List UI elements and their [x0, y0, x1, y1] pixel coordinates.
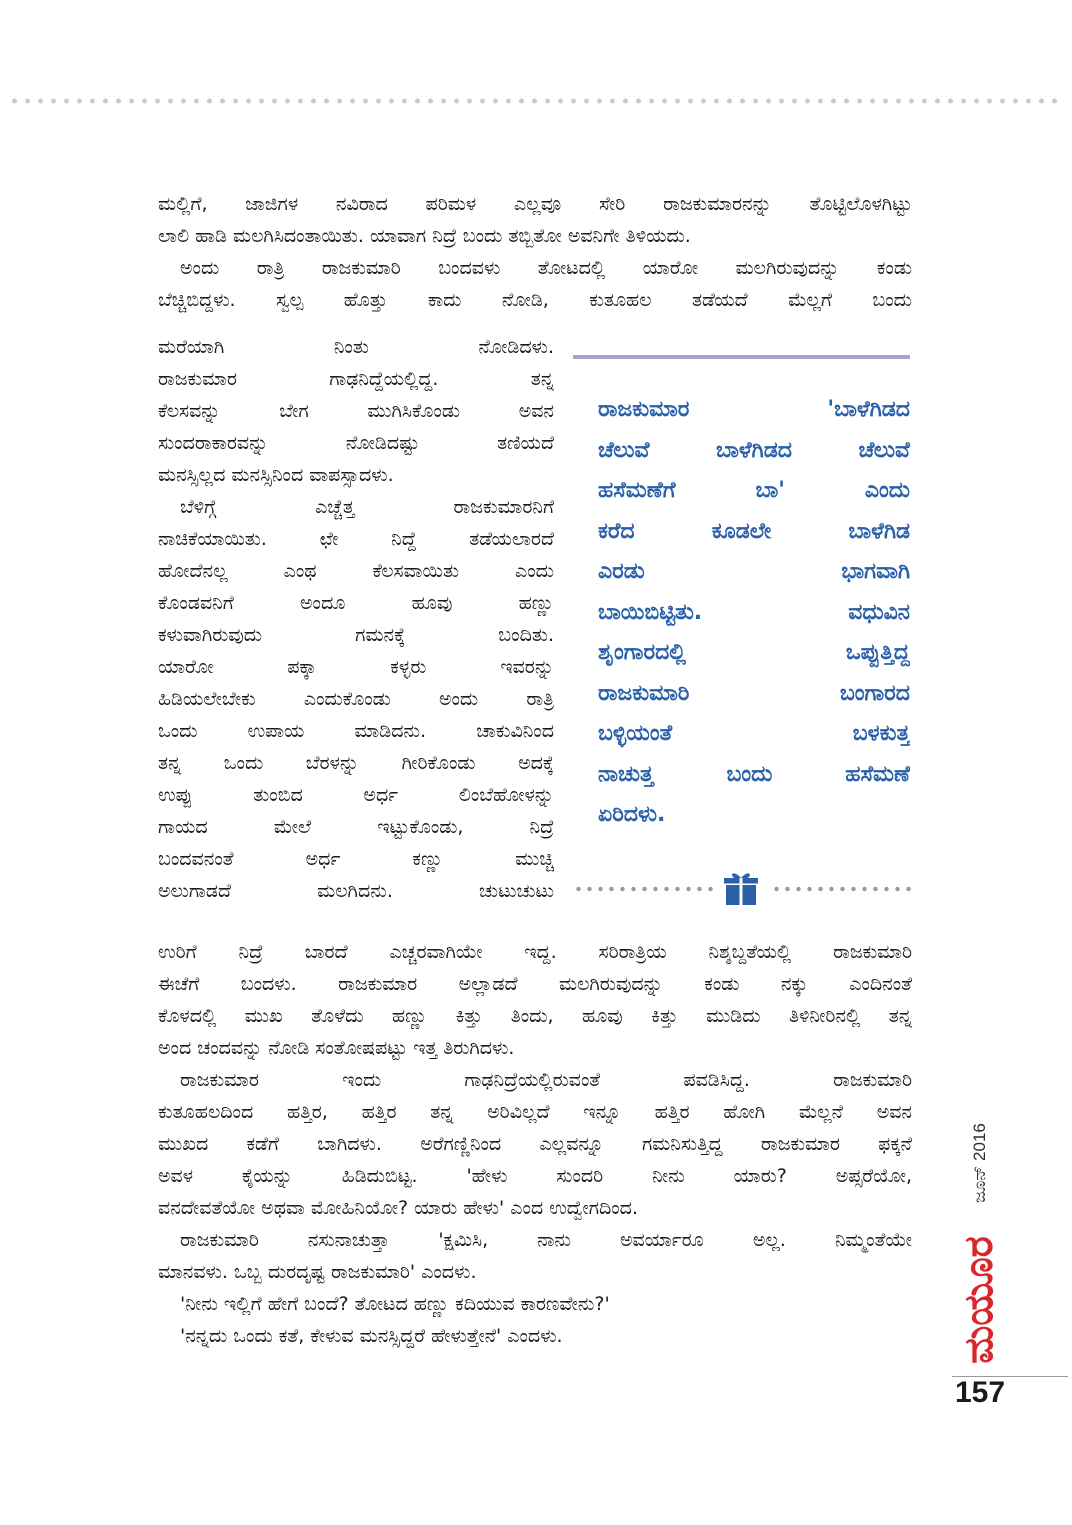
pullquote-line: ಬಳ್ಳಿಯಂತೆ ಬಳಕುತ್ತ	[598, 721, 910, 746]
body-line: ಅವಳ ಕೈಯನ್ನು ಹಿಡಿದುಬಿಟ್ಟ. 'ಹೇಳು ಸುಂದರಿ ನೀನು ಯಾರು? ಅಪ್ಸರೆಯೋ,	[158, 1165, 912, 1187]
body-line: ಬೆಳಿಗ್ಗೆ ಎಚ್ಚೆತ್ತ ರಾಜಕುಮಾರನಿಗೆ	[180, 496, 554, 518]
header-dotted-rule	[8, 98, 1064, 104]
body-line: ಈಚೆಗೆ ಬಂದಳು. ರಾಜಕುಮಾರ ಅಲ್ಲಾಡದೆ ಮಲಗಿರುವುದನ್ನು ಕಂಡು ನಕ್ಕು ಎಂದಿನಂತೆ	[158, 973, 912, 995]
body-line: ಉಪ್ಪು ತುಂಬಿದ ಅರ್ಧ ಲಿಂಬೆಹೋಳನ್ನು	[158, 784, 554, 806]
body-line: 'ನನ್ನದು ಒಂದು ಕತೆ, ಕೇಳುವ ಮನಸ್ಸಿದ್ದರೆ ಹೇಳುತ್ತೇನೆ' ಎಂದಳು.	[180, 1325, 563, 1347]
body-line: ಅಂದ ಚಂದವನ್ನು ನೋಡಿ ಸಂತೋಷಪಟ್ಟು ಇತ್ತ ತಿರುಗಿದಳು.	[158, 1037, 515, 1059]
body-line: ನಾಚಿಕೆಯಾಯಿತು. ಛೇ ನಿದ್ದೆ ತಡೆಯಲಾರದೆ	[158, 528, 554, 550]
body-line: ಉರಿಗೆ ನಿದ್ರೆ ಬಾರದೆ ಎಚ್ಚರವಾಗಿಯೇ ಇದ್ದ. ಸರಿರಾತ್ರಿಯ ನಿಶ್ಶಬ್ದತೆಯಲ್ಲಿ ರಾಜಕುಮಾರಿ	[158, 941, 912, 963]
pullquote-line: ನಾಚುತ್ತ ಬಂದು ಹಸೆಮಣೆ	[598, 761, 910, 787]
body-line: ಕೆಲಸವನ್ನು ಬೇಗ ಮುಗಿಸಿಕೊಂಡು ಅವನ	[158, 400, 554, 422]
body-line: ರಾಜಕುಮಾರ ಇಂದು ಗಾಢನಿದ್ರೆಯಲ್ಲಿರುವಂತೆ ಪವಡಿಸಿದ್ದ. ರಾಜಕುಮಾರಿ	[180, 1069, 912, 1091]
issue-date	[965, 1108, 995, 1218]
body-line: ಹೋದೆನಲ್ಲ ಎಂಥ ಕೆಲಸವಾಯಿತು ಎಂದು	[158, 560, 554, 582]
body-line: ಮನಸ್ಸಿಲ್ಲದ ಮನಸ್ಸಿನಿಂದ ವಾಪಸ್ಸಾದಳು.	[158, 464, 394, 486]
body-line: ಮುಖದ ಕಡೆಗೆ ಬಾಗಿದಳು. ಅರೆಗಣ್ಣಿನಿಂದ ಎಲ್ಲವನ್ನೂ ಗಮನಿಸುತ್ತಿದ್ದ ರಾಜಕುಮಾರ ಫಕ್ಕನೆ	[158, 1133, 912, 1155]
pullquote-line: ಚೆಲುವೆ ಬಾಳೆಗಿಡದ ಚೆಲುವೆ	[598, 437, 910, 463]
pullquote-line: ಶೃಂಗಾರದಲ್ಲಿ ಒಪ್ಪುತ್ತಿದ್ದ	[598, 640, 910, 665]
body-line: ರಾಜಕುಮಾರ ಗಾಢನಿದ್ದೆಯಲ್ಲಿದ್ದ. ತನ್ನ	[158, 368, 554, 390]
body-line: ಬೆಚ್ಚಿಬಿದ್ದಳು. ಸ್ವಲ್ಪ ಹೊತ್ತು ಕಾದು ನೋಡಿ, ಕುತೂಹಲ ತಡೆಯದೆ ಮೆಲ್ಲಗೆ ಬಂದು	[158, 289, 912, 311]
article-left-column	[158, 331, 554, 907]
pullquote-line: ರಾಜಕುಮಾರ 'ಬಾಳೆಗಿಡದ	[598, 397, 910, 422]
issue-date-text: ಜೂನ್ 2016	[970, 1123, 989, 1203]
body-line: ಕುತೂಹಲದಿಂದ ಹತ್ತಿರ, ಹತ್ತಿರ ತನ್ನ ಅರಿವಿಲ್ಲದೆ ಇನ್ನೂ ಹತ್ತಿರ ಹೋಗಿ ಮೆಲ್ಲನೆ ಅವನ	[158, 1101, 912, 1123]
pullquote-line: ಕರೆದ ಕೂಡಲೇ ಬಾಳೆಗಿಡ	[598, 518, 910, 544]
article-top-paragraphs	[158, 188, 912, 316]
magazine-logo-text: ಮಯೂರ	[956, 1236, 1002, 1364]
divider-dots-right	[771, 886, 911, 892]
body-line: ವನದೇವತೆಯೋ ಅಥವಾ ಮೋಹಿನಿಯೋ? ಯಾರು ಹೇಳು' ಎಂದ ಉದ್ವೇಗದಿಂದ.	[158, 1197, 638, 1219]
pullquote-line: ಎರಡು ಭಾಗವಾಗಿ	[598, 559, 910, 584]
body-line: ಬಂದವನಂತೆ ಅರ್ಧ ಕಣ್ಣು ಮುಚ್ಚಿ	[158, 848, 554, 870]
section-divider	[573, 870, 911, 906]
body-line: ತನ್ನ ಒಂದು ಬೆರಳನ್ನು ಗೀರಿಕೊಂಡು ಅದಕ್ಕೆ	[158, 752, 554, 774]
body-line: 'ನೀನು ಇಲ್ಲಿಗೆ ಹೇಗೆ ಬಂದೆ? ತೋಟದ ಹಣ್ಣು ಕದಿಯುವ ಕಾರಣವೇನು?'	[180, 1293, 610, 1315]
divider-dots-left	[573, 886, 713, 892]
pullquote-top-rule	[573, 355, 910, 359]
pullquote-line: ಏರಿದಳು.	[598, 802, 666, 827]
body-line: ಅಲುಗಾಡದೆ ಮಲಗಿದನು. ಚುಟುಚುಟು	[158, 880, 554, 902]
body-line: ಕಳುವಾಗಿರುವುದು ಗಮನಕ್ಕೆ ಬಂದಿತು.	[158, 624, 554, 646]
body-line: ಲಾಲಿ ಹಾಡಿ ಮಲಗಿಸಿದಂತಾಯಿತು. ಯಾವಾಗ ನಿದ್ರೆ ಬಂದು ತಬ್ಬಿತೋ ಅವನಿಗೇ ತಿಳಿಯದು.	[158, 225, 691, 247]
article-bottom-paragraphs	[158, 936, 912, 1352]
body-line: ಮರೆಯಾಗಿ ನಿಂತು ನೋಡಿದಳು.	[158, 336, 554, 358]
pullquote-line: ಹಸೆಮಣೆಗೆ ಬಾ' ಎಂದು	[598, 478, 910, 503]
body-line: ಗಾಯದ ಮೇಲೆ ಇಟ್ಟುಕೊಂಡು, ನಿದ್ರೆ	[158, 816, 554, 838]
pullquote-line: ರಾಜಕುಮಾರಿ ಬಂಗಾರದ	[598, 680, 910, 706]
body-line: ರಾಜಕುಮಾರಿ ನಸುನಾಚುತ್ತಾ 'ಕ್ಷಮಿಸಿ, ನಾನು ಅವರ್ಯಾರೂ ಅಲ್ಲ. ನಿಮ್ಮಂತೆಯೇ	[180, 1229, 912, 1251]
body-line: ಯಾರೋ ಪಕ್ಕಾ ಕಳ್ಳರು ಇವರನ್ನು	[158, 656, 554, 678]
body-line: ಒಂದು ಉಪಾಯ ಮಾಡಿದನು. ಚಾಕುವಿನಿಂದ	[158, 720, 554, 742]
body-line: ಹಿಡಿಯಲೇಬೇಕು ಎಂದುಕೊಂಡು ಅಂದು ರಾತ್ರಿ	[158, 688, 554, 710]
pullquote	[598, 390, 910, 836]
body-line: ಸುಂದರಾಕಾರವನ್ನು ನೋಡಿದಷ್ಟು ತಣಿಯದೆ	[158, 432, 554, 454]
body-line: ಮಾನವಳು. ಒಬ್ಬ ದುರದೃಷ್ಟ ರಾಜಕುಮಾರಿ' ಎಂದಳು.	[158, 1261, 477, 1283]
page-number: 157	[955, 1376, 1006, 1409]
gift-icon	[723, 870, 759, 906]
magazine-logo	[955, 1225, 1007, 1375]
body-line: ಕೊಂಡವನಿಗೆ ಅಂದೂ ಹೂವು ಹಣ್ಣು	[158, 592, 554, 614]
body-line: ಕೊಳದಲ್ಲಿ ಮುಖ ತೊಳೆದು ಹಣ್ಣು ಕಿತ್ತು ತಿಂದು, ಹೂವು ಕಿತ್ತು ಮುಡಿದು ತಿಳಿನೀರಿನಲ್ಲಿ ತನ್ನ	[158, 1005, 912, 1027]
pullquote-line: ಬಾಯಿಬಿಟ್ಟಿತು. ವಧುವಿನ	[598, 599, 910, 625]
body-line: ಅಂದು ರಾತ್ರಿ ರಾಜಕುಮಾರಿ ಬಂದವಳು ತೋಟದಲ್ಲಿ ಯಾರೋ ಮಲಗಿರುವುದನ್ನು ಕಂಡು	[180, 257, 912, 279]
body-line: ಮಲ್ಲಿಗೆ, ಜಾಜಿಗಳ ನವಿರಾದ ಪರಿಮಳ ಎಲ್ಲವೂ ಸೇರಿ ರಾಜಕುಮಾರನನ್ನು ತೊಟ್ಟಿಲೊಳಗಿಟ್ಟು	[158, 193, 912, 215]
